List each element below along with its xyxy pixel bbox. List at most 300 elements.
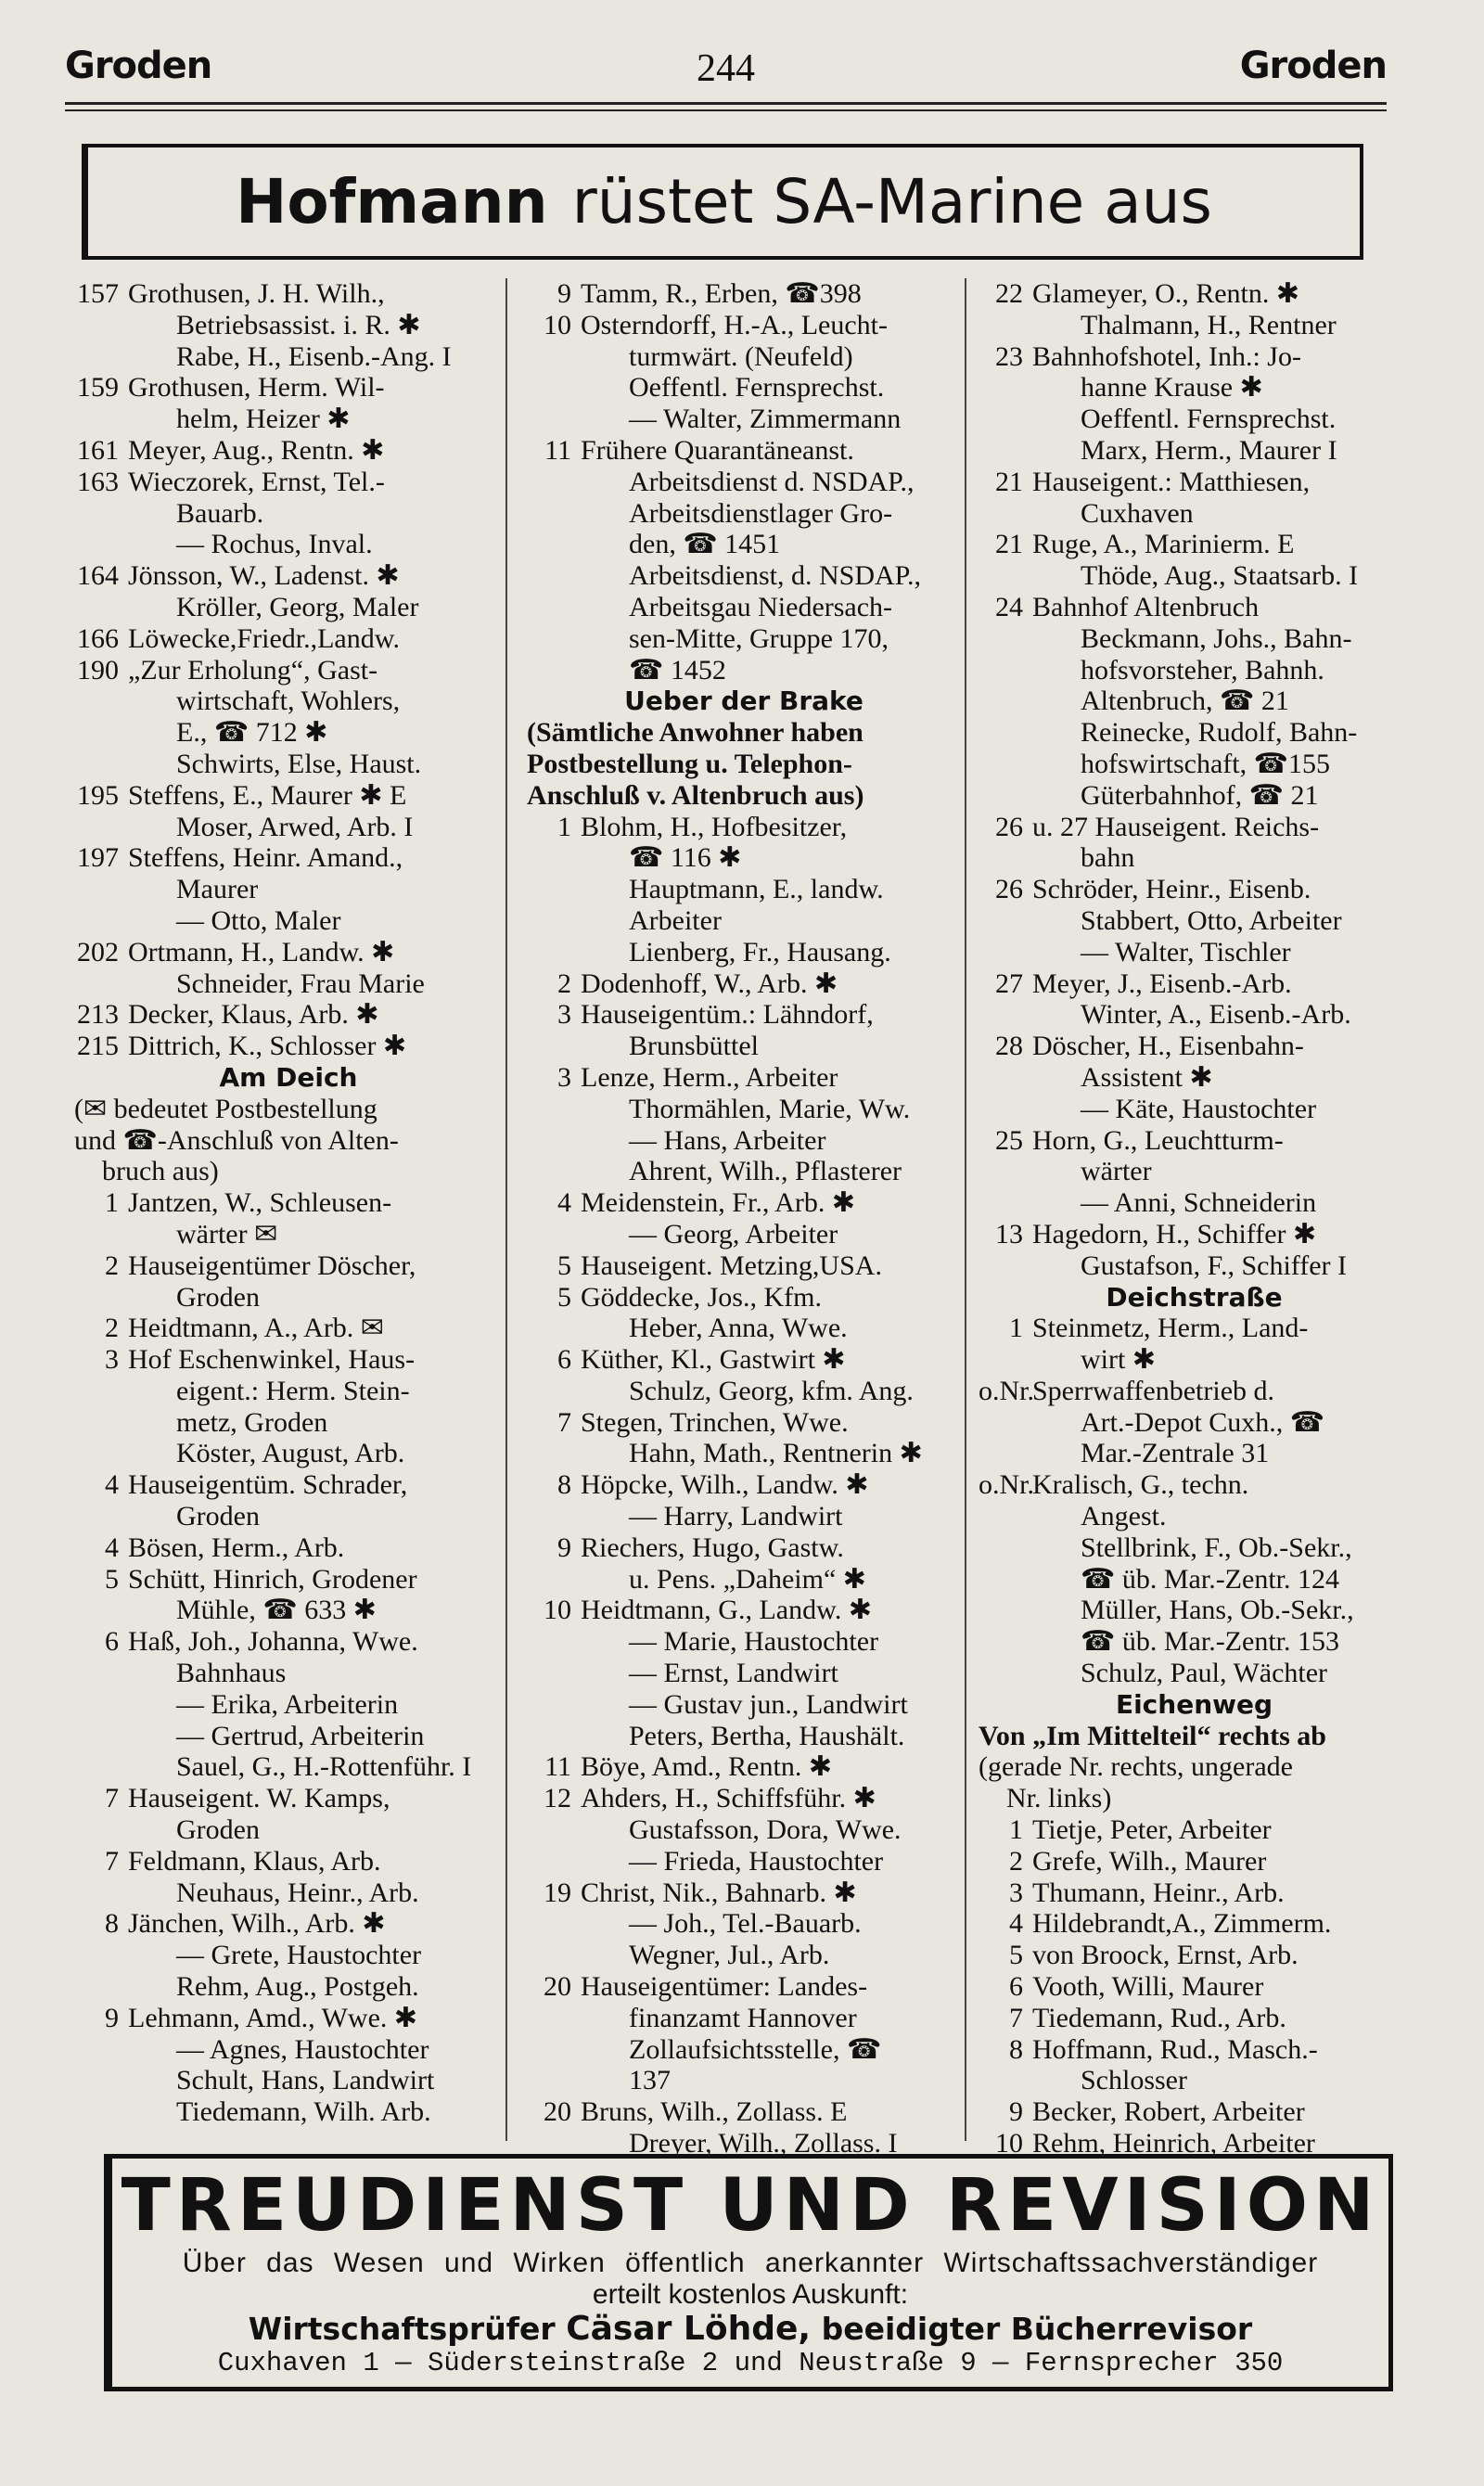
resident-text: sen-Mitte, Gruppe 170, [629, 622, 889, 654]
house-number: 10 [544, 1595, 571, 1626]
directory-entry [527, 1971, 961, 2003]
directory-entry [527, 372, 961, 404]
directory-entry [74, 655, 503, 686]
directory-entry [527, 529, 961, 560]
directory-entry [74, 592, 503, 623]
resident-text: Peters, Bertha, Haushält. [629, 1720, 905, 1751]
resident-text: (✉ bedeutet Postbestellung [74, 1093, 377, 1124]
resident-text: Kröller, Georg, Maler [176, 591, 419, 622]
resident-text: wirt ✱ [1081, 1344, 1156, 1376]
resident-text: Höpcke, Wilh., Landw. ✱ [581, 1469, 869, 1501]
house-number: 27 [995, 967, 1023, 999]
house-number: 197 [77, 842, 119, 874]
directory-entry [74, 1846, 503, 1877]
house-number: 9 [105, 2002, 119, 2033]
directory-entry [979, 435, 1410, 467]
directory-entry [979, 529, 1410, 560]
directory-entry [74, 842, 503, 874]
resident-text: Grefe, Wilh., Maurer [1032, 1845, 1267, 1877]
directory-entry [979, 1469, 1410, 1501]
directory-entry [979, 1501, 1410, 1532]
directory-columns [74, 278, 1410, 2159]
house-number: 7 [105, 1783, 119, 1814]
directory-entry [527, 1564, 961, 1595]
directory-entry [527, 310, 961, 341]
resident-text: Steffens, Heinr. Amand., [128, 842, 403, 874]
resident-text: wärter [1081, 1156, 1152, 1187]
directory-entry [74, 1908, 503, 1940]
directory-entry [979, 1940, 1410, 1971]
resident-text: Arbeitsdienst d. NSDAP., [629, 466, 915, 497]
directory-entry [979, 905, 1410, 937]
directory-entry [74, 1031, 503, 1062]
resident-text: Tiedemann, Wilh. Arb. [176, 2096, 431, 2128]
directory-entry [74, 435, 503, 467]
house-number: 2 [557, 967, 571, 999]
resident-text: Göddecke, Jos., Kfm. [581, 1281, 822, 1313]
resident-text: Betriebsassist. i. R. ✱ [176, 309, 421, 340]
resident-text: hofswirtschaft, ☎155 [1081, 748, 1330, 779]
directory-column-1 [74, 278, 503, 2141]
directory-entry [527, 812, 961, 843]
directory-entry [74, 1658, 503, 1689]
resident-text: Thöde, Aug., Staatsarb. I [1081, 560, 1359, 592]
street-heading [527, 686, 961, 717]
resident-text: Stellbrink, F., Ob.-Sekr., [1081, 1531, 1352, 1563]
directory-entry [74, 1626, 503, 1658]
directory-entry [979, 1658, 1410, 1689]
resident-text: Schulz, Georg, kfm. Ang. [629, 1375, 914, 1406]
directory-entry [527, 498, 961, 530]
header-rule [65, 102, 1387, 105]
section-note [527, 717, 961, 749]
resident-text: Meyer, Aug., Rentn. ✱ [128, 434, 385, 466]
resident-text: Hauseigentümer Döscher, [128, 1249, 416, 1281]
resident-text: Arbeiter [629, 904, 722, 936]
directory-entry [527, 1062, 961, 1094]
directory-entry [74, 1721, 503, 1752]
directory-entry [527, 1689, 961, 1721]
house-number: 3 [105, 1344, 119, 1376]
advertisement-bottom [104, 2154, 1393, 2391]
directory-entry [979, 498, 1410, 530]
directory-entry [74, 560, 503, 592]
directory-entry [74, 1469, 503, 1501]
resident-text: Müller, Hans, Ob.-Sekr., [1081, 1595, 1354, 1626]
directory-entry [979, 1187, 1410, 1219]
house-number: 215 [77, 1031, 119, 1062]
directory-entry [979, 655, 1410, 686]
house-number: 5 [1009, 1940, 1023, 1971]
resident-text: Sperrwaffenbetrieb d. [1032, 1375, 1275, 1406]
resident-text: — Gertrud, Arbeiterin [176, 1720, 425, 1751]
directory-entry [979, 560, 1410, 592]
directory-entry [527, 874, 961, 905]
house-number: 6 [1009, 1971, 1023, 2003]
resident-text: Schlosser [1081, 2065, 1187, 2096]
directory-entry [74, 937, 503, 968]
street-heading [979, 1282, 1410, 1313]
directory-entry [979, 842, 1410, 874]
directory-entry [979, 1877, 1410, 1909]
resident-text: Riechers, Hugo, Gastw. [581, 1531, 844, 1563]
directory-entry [527, 1532, 961, 1564]
resident-text: — Harry, Landwirt [629, 1501, 843, 1532]
resident-text: Neuhaus, Heinr., Arb. [176, 1877, 419, 1908]
resident-text: Tietje, Peter, Arbeiter [1032, 1814, 1272, 1846]
directory-entry [527, 1376, 961, 1407]
resident-text: ☎ 116 ✱ [629, 842, 742, 874]
resident-text: Groden [176, 1814, 260, 1846]
directory-entry [527, 560, 961, 592]
resident-text: Altenbruch, ☎ 21 [1081, 686, 1289, 717]
house-number: 10 [544, 309, 571, 340]
directory-entry [74, 1564, 503, 1595]
directory-entry [74, 1751, 503, 1783]
directory-entry [527, 1751, 961, 1783]
directory-entry [527, 2096, 961, 2128]
section-note [74, 1156, 503, 1187]
header-rule-thin [65, 109, 1387, 111]
resident-text: Beckmann, Johs., Bahn- [1081, 622, 1352, 654]
resident-text: Lehmann, Amd., Wwe. ✱ [128, 2002, 418, 2033]
directory-entry [979, 874, 1410, 905]
directory-entry [74, 1501, 503, 1532]
directory-entry [527, 2034, 961, 2066]
house-number: 24 [995, 591, 1023, 622]
directory-entry [979, 1031, 1410, 1062]
house-number: 11 [544, 1751, 571, 1783]
resident-text: Jönsson, W., Ladenst. ✱ [128, 560, 400, 592]
house-number: 1 [1009, 1814, 1023, 1846]
directory-entry [979, 812, 1410, 843]
page-header [65, 45, 1387, 96]
resident-text: Ortmann, H., Landw. ✱ [128, 936, 395, 967]
house-number: 4 [557, 1187, 571, 1219]
advertisement-top [82, 144, 1363, 260]
directory-entry [527, 1156, 961, 1187]
directory-entry [74, 1532, 503, 1564]
directory-entry [527, 1031, 961, 1062]
resident-text: u. 27 Hauseigent. Reichs- [1032, 811, 1320, 842]
resident-text: Jantzen, W., Schleusen- [128, 1187, 392, 1219]
house-number: 1 [105, 1187, 119, 1219]
directory-entry [74, 341, 503, 373]
resident-text: Güterbahnhof, ☎ 21 [1081, 779, 1319, 811]
directory-entry [74, 749, 503, 780]
resident-text: Gustafsson, Dora, Wwe. [629, 1814, 902, 1846]
resident-text: Thormählen, Marie, Ww. [629, 1093, 911, 1124]
house-number: 202 [77, 936, 119, 967]
resident-text: Heidtmann, A., Arb. ✉ [128, 1313, 384, 1344]
resident-text: Von „Im Mittelteil“ rechts ab [979, 1720, 1326, 1751]
resident-text: Dodenhoff, W., Arb. ✱ [581, 967, 838, 999]
resident-text: Köster, August, Arb. [176, 1438, 405, 1469]
directory-entry [527, 1877, 961, 1909]
directory-entry [74, 1187, 503, 1219]
header-left-title: Groden [65, 45, 212, 87]
resident-text: Zollaufsichtsstelle, ☎ [629, 2033, 882, 2065]
house-number: 163 [77, 466, 119, 497]
house-number: 159 [77, 372, 119, 404]
directory-entry [979, 1564, 1410, 1595]
house-number: 4 [1009, 1908, 1023, 1940]
directory-entry [527, 1783, 961, 1814]
house-number: 6 [557, 1344, 571, 1376]
resident-text: Bauarb. [176, 497, 264, 529]
resident-text: Meyer, J., Eisenb.-Arb. [1032, 967, 1292, 999]
directory-entry [527, 467, 961, 498]
directory-entry [979, 1438, 1410, 1469]
street-name: Am Deich [219, 1061, 358, 1093]
resident-text: Haß, Joh., Johanna, Wwe. [128, 1626, 418, 1658]
resident-text: — Otto, Maler [176, 904, 341, 936]
resident-text: Moser, Arwed, Arb. I [176, 811, 414, 842]
directory-entry [527, 968, 961, 1000]
resident-text: ☎ üb. Mar.-Zentr. 124 [1081, 1563, 1339, 1595]
house-number: 9 [1009, 2096, 1023, 2128]
resident-text: finanzamt Hannover [629, 2002, 857, 2033]
resident-text: Anschluß v. Altenbruch aus) [527, 779, 864, 811]
house-number: 28 [995, 1031, 1023, 1062]
directory-entry [979, 592, 1410, 623]
resident-text: Wieczorek, Ernst, Tel.- [128, 466, 385, 497]
house-number: 6 [105, 1626, 119, 1658]
directory-entry [527, 1219, 961, 1250]
directory-entry [527, 1908, 961, 1940]
directory-entry [527, 842, 961, 874]
ad-brand: Hofmann [236, 166, 548, 237]
directory-entry [74, 1282, 503, 1313]
directory-entry [979, 2096, 1410, 2128]
house-number: o.Nr. [979, 1375, 1034, 1406]
directory-entry [979, 1846, 1410, 1877]
resident-text: Hauseigentüm. Schrader, [128, 1469, 408, 1501]
resident-text: Hauseigentümer: Landes- [581, 1971, 868, 2003]
directory-column-2 [527, 278, 961, 2159]
house-number: 21 [995, 466, 1023, 497]
directory-entry [74, 1814, 503, 1846]
directory-entry [979, 1313, 1410, 1344]
directory-entry [74, 2096, 503, 2128]
resident-text: — Käte, Haustochter [1081, 1093, 1317, 1124]
directory-entry [74, 874, 503, 905]
house-number: 13 [995, 1218, 1023, 1249]
resident-text: Küther, Kl., Gastwirt ✱ [581, 1344, 846, 1376]
resident-text: Bahnhofshotel, Inh.: Jo- [1032, 340, 1301, 372]
directory-entry [527, 1501, 961, 1532]
resident-text: Glameyer, O., Rentn. ✱ [1032, 278, 1300, 309]
resident-text: — Gustav jun., Landwirt [629, 1688, 908, 1720]
house-number: 21 [995, 529, 1023, 560]
house-number: 1 [557, 811, 571, 842]
resident-text: wirtschaft, Wohlers, [176, 686, 401, 717]
resident-text: Bahnhaus [176, 1658, 287, 1689]
resident-text: Hauseigentüm.: Lähndorf, [581, 999, 874, 1031]
directory-entry [74, 467, 503, 498]
directory-entry [979, 1626, 1410, 1658]
directory-entry [527, 655, 961, 686]
house-number: 164 [77, 560, 119, 592]
directory-entry [527, 1469, 961, 1501]
house-number: 3 [1009, 1877, 1023, 1908]
directory-entry [979, 1532, 1410, 1564]
directory-entry [979, 1156, 1410, 1187]
directory-entry [979, 1908, 1410, 1940]
house-number: 2 [105, 1313, 119, 1344]
resident-text: Heber, Anna, Wwe. [629, 1313, 848, 1344]
directory-entry [979, 1219, 1410, 1250]
ad-profession-2: beeidigter Bücherrevisor [821, 2311, 1253, 2347]
directory-entry [979, 780, 1410, 812]
resident-text: — Walter, Tischler [1081, 936, 1291, 967]
resident-text: Rehm, Aug., Postgeh. [176, 1971, 419, 2003]
street-name: Eichenweg [1115, 1688, 1273, 1720]
resident-text: Horn, G., Leuchtturm- [1032, 1124, 1284, 1156]
resident-text: Tiedemann, Rud., Arb. [1032, 2002, 1286, 2033]
directory-entry [74, 1971, 503, 2003]
directory-entry [979, 686, 1410, 717]
resident-text: Hof Eschenwinkel, Haus- [128, 1344, 416, 1376]
directory-entry [979, 1062, 1410, 1094]
house-number: 23 [995, 340, 1023, 372]
street-heading [979, 1689, 1410, 1721]
directory-entry [979, 372, 1410, 404]
resident-text: Grothusen, Herm. Wil- [128, 372, 385, 404]
directory-entry [74, 968, 503, 1000]
house-number: 213 [77, 999, 119, 1031]
resident-text: — Erika, Arbeiterin [176, 1688, 399, 1720]
house-number: 9 [557, 278, 571, 309]
directory-entry [74, 999, 503, 1031]
directory-entry [74, 2065, 503, 2096]
house-number: 25 [995, 1124, 1023, 1156]
directory-entry [527, 1250, 961, 1282]
directory-entry [527, 1438, 961, 1469]
resident-text: Postbestellung u. Telephon- [527, 748, 852, 779]
directory-entry [979, 341, 1410, 373]
house-number: 7 [105, 1845, 119, 1877]
resident-text: Arbeitsgau Niedersach- [629, 591, 893, 622]
directory-entry [979, 623, 1410, 655]
resident-text: Groden [176, 1501, 260, 1532]
directory-entry [74, 717, 503, 749]
resident-text: Art.-Depot Cuxh., ☎ [1081, 1406, 1325, 1438]
resident-text: Hahn, Math., Rentnerin ✱ [629, 1438, 923, 1469]
directory-entry [979, 1125, 1410, 1157]
header-right-title: Groden [1239, 45, 1387, 87]
resident-text: Tamm, R., Erben, ☎398 [581, 278, 862, 309]
resident-text: Oeffentl. Fernsprechst. [629, 372, 885, 404]
ad-profession: Wirtschaftsprüfer [248, 2311, 556, 2347]
resident-text: wärter ✉ [176, 1218, 278, 1249]
house-number: 19 [544, 1877, 571, 1908]
house-number: 12 [544, 1783, 571, 1814]
directory-entry [74, 623, 503, 655]
directory-entry [74, 1407, 503, 1439]
directory-entry [979, 1971, 1410, 2003]
resident-text: — Walter, Zimmermann [629, 404, 902, 435]
resident-text: — Grete, Haustochter [176, 1940, 422, 1971]
directory-entry [527, 1125, 961, 1157]
resident-text: Ahders, H., Schiffsführ. ✱ [581, 1783, 876, 1814]
resident-text: u. Pens. „Daheim“ ✱ [629, 1563, 866, 1595]
directory-entry [74, 812, 503, 843]
house-number: 195 [77, 779, 119, 811]
resident-text: Blohm, H., Hofbesitzer, [581, 811, 848, 842]
resident-text: — Georg, Arbeiter [629, 1218, 838, 1249]
directory-entry [527, 341, 961, 373]
directory-entry [527, 2065, 961, 2096]
directory-entry [979, 278, 1410, 310]
ad-address: Cuxhaven 1 — Südersteinstraße 2 und Neustraße 9 — Fernsprecher 350 [217, 2348, 1284, 2378]
house-number: 11 [544, 434, 571, 466]
house-number: 3 [557, 999, 571, 1031]
house-number: 1 [1009, 1313, 1023, 1344]
resident-text: Ahrent, Wilh., Pflasterer [629, 1156, 902, 1187]
directory-entry [979, 1407, 1410, 1439]
resident-text: bruch aus) [102, 1156, 219, 1187]
resident-text: — Agnes, Haustochter [176, 2033, 429, 2065]
resident-text: Cuxhaven [1081, 497, 1194, 529]
house-number: 7 [1009, 2002, 1023, 2033]
directory-entry [74, 404, 503, 435]
resident-text: 137 [629, 2065, 671, 2096]
section-note [74, 1094, 503, 1125]
resident-text: „Zur Erholung“, Gast- [128, 654, 378, 686]
resident-text: Schütt, Hinrich, Grodener [128, 1563, 417, 1595]
resident-text: helm, Heizer ✱ [176, 404, 351, 435]
directory-entry [527, 2003, 961, 2034]
resident-text: Stegen, Trinchen, Wwe. [581, 1406, 849, 1438]
resident-text: — Anni, Schneiderin [1081, 1187, 1317, 1219]
resident-text: Becker, Robert, Arbeiter [1032, 2096, 1305, 2128]
resident-text: Hauseigent. Metzing,USA. [581, 1249, 882, 1281]
directory-entry [527, 278, 961, 310]
house-number: 26 [995, 874, 1023, 905]
directory-column-3 [979, 278, 1410, 2159]
resident-text: Brunsbüttel [629, 1031, 759, 1062]
directory-entry [527, 905, 961, 937]
house-number: 5 [557, 1249, 571, 1281]
directory-entry [74, 1940, 503, 1971]
directory-entry [74, 1595, 503, 1626]
ad-contact-line [112, 2311, 1388, 2348]
directory-entry [979, 1595, 1410, 1626]
directory-entry [527, 1094, 961, 1125]
directory-entry [979, 2065, 1410, 2096]
directory-entry [979, 1376, 1410, 1407]
resident-text: Hagedorn, H., Schiffer ✱ [1032, 1218, 1317, 1249]
resident-text: Lienberg, Fr., Hausang. [629, 936, 891, 967]
resident-text: Jänchen, Wilh., Arb. ✱ [128, 1908, 386, 1940]
directory-entry [979, 1250, 1410, 1282]
resident-text: Steffens, E., Maurer ✱ E [128, 779, 407, 811]
directory-entry [979, 1094, 1410, 1125]
directory-entry [74, 2003, 503, 2034]
resident-text: Ruge, A., Marinierm. E [1032, 529, 1295, 560]
directory-entry [527, 1721, 961, 1752]
resident-text: hanne Krause ✱ [1081, 372, 1263, 404]
section-note [979, 1751, 1410, 1783]
resident-text: ☎ üb. Mar.-Zentr. 153 [1081, 1626, 1339, 1658]
directory-entry [74, 498, 503, 530]
house-number: 26 [995, 811, 1023, 842]
section-note [527, 749, 961, 780]
directory-entry [74, 1313, 503, 1344]
resident-text: Stabbert, Otto, Arbeiter [1081, 904, 1342, 936]
directory-entry [979, 2034, 1410, 2066]
